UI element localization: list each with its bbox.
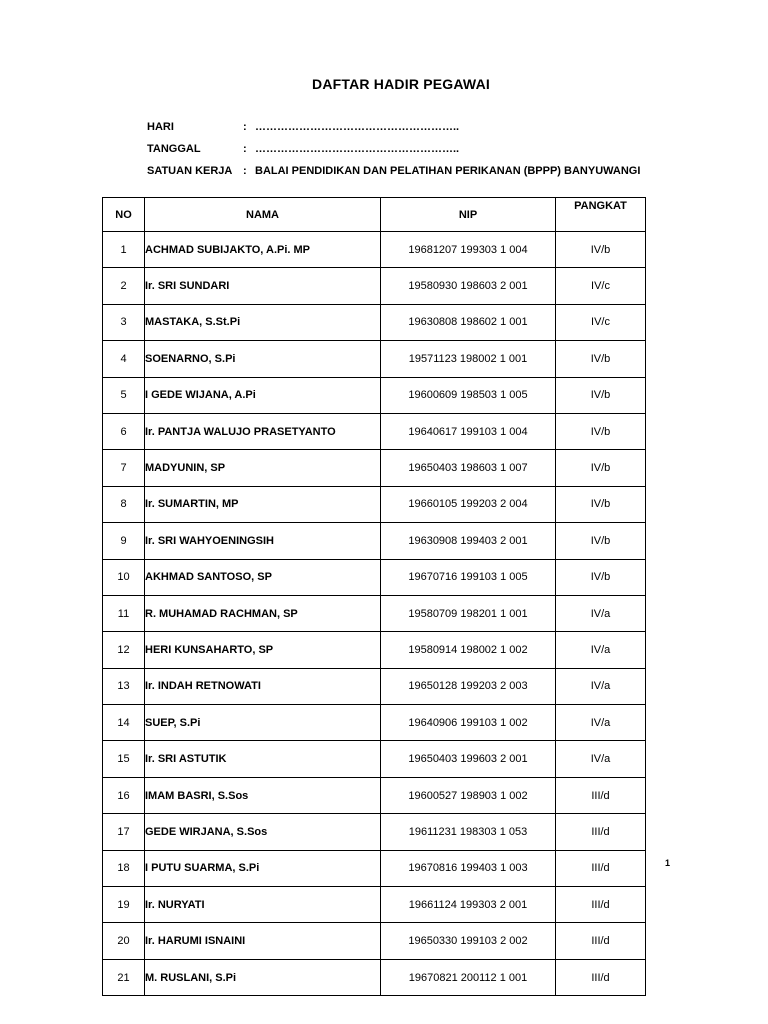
table-row: [103, 268, 646, 304]
row-nip: 19681207 199303 1 004: [381, 232, 556, 268]
row-pangkat: IV/b: [556, 486, 646, 522]
row-nama: Ir. SRI SUNDARI: [145, 268, 381, 304]
row-nama: MADYUNIN, SP: [145, 450, 381, 486]
row-no: 2: [103, 268, 145, 304]
info-row-satuan-kerja: [147, 165, 640, 177]
row-nama: IMAM BASRI, S.Sos: [145, 777, 381, 813]
row-no: 14: [103, 705, 145, 741]
table-row: [103, 341, 646, 377]
row-nip: 19580914 198002 1 002: [381, 632, 556, 668]
row-pangkat: IV/b: [556, 559, 646, 595]
table-row: [103, 814, 646, 850]
row-nama: Ir. INDAH RETNOWATI: [145, 668, 381, 704]
row-no: 20: [103, 923, 145, 959]
row-nip: 19630808 198602 1 001: [381, 304, 556, 340]
row-no: 4: [103, 341, 145, 377]
row-nip: 19571123 198002 1 001: [381, 341, 556, 377]
row-nip: 19630908 199403 2 001: [381, 523, 556, 559]
row-nama: Ir. SRI ASTUTIK: [145, 741, 381, 777]
table-row: [103, 668, 646, 704]
table-row: [103, 304, 646, 340]
row-pangkat: IV/c: [556, 268, 646, 304]
header-nip: NIP: [381, 198, 556, 232]
info-row-tanggal: [147, 143, 459, 155]
row-nip: 19650403 198603 1 007: [381, 450, 556, 486]
table-header-row: [103, 198, 646, 232]
row-nip: 19600609 198503 1 005: [381, 377, 556, 413]
row-nip: 19640617 199103 1 004: [381, 413, 556, 449]
row-nama: I PUTU SUARMA, S.Pi: [145, 850, 381, 886]
row-nama: Ir. SUMARTIN, MP: [145, 486, 381, 522]
info-colon: :: [243, 143, 247, 155]
row-nama: SOENARNO, S.Pi: [145, 341, 381, 377]
row-no: 13: [103, 668, 145, 704]
row-nama: M. RUSLANI, S.Pi: [145, 959, 381, 995]
row-nip: 19580930 198603 2 001: [381, 268, 556, 304]
row-nip: 19650330 199103 2 002: [381, 923, 556, 959]
row-no: 5: [103, 377, 145, 413]
info-value: BALAI PENDIDIKAN DAN PELATIHAN PERIKANAN (BPPP) BANYUWANGI: [255, 165, 641, 177]
row-nama: Ir. SRI WAHYOENINGSIH: [145, 523, 381, 559]
row-no: 16: [103, 777, 145, 813]
row-no: 15: [103, 741, 145, 777]
header-pangkat: PANGKAT: [556, 198, 646, 232]
table-row: [103, 377, 646, 413]
row-nama: R. MUHAMAD RACHMAN, SP: [145, 595, 381, 631]
table-row: [103, 486, 646, 522]
row-pangkat: IV/b: [556, 341, 646, 377]
row-no: 21: [103, 959, 145, 995]
row-pangkat: III/d: [556, 923, 646, 959]
info-colon: :: [243, 121, 247, 133]
row-pangkat: III/d: [556, 959, 646, 995]
row-nip: 19640906 199103 1 002: [381, 705, 556, 741]
row-no: 17: [103, 814, 145, 850]
table-row: [103, 887, 646, 923]
row-pangkat: III/d: [556, 850, 646, 886]
info-label: HARI: [147, 121, 174, 133]
row-pangkat: IV/a: [556, 595, 646, 631]
row-pangkat: IV/b: [556, 232, 646, 268]
row-no: 9: [103, 523, 145, 559]
row-nip: 19611231 198303 1 053: [381, 814, 556, 850]
row-nip: 19670816 199403 1 003: [381, 850, 556, 886]
table-row: [103, 741, 646, 777]
info-colon: :: [243, 165, 247, 177]
row-nama: I GEDE WIJANA, A.Pi: [145, 377, 381, 413]
row-pangkat: IV/c: [556, 304, 646, 340]
table-row: [103, 523, 646, 559]
row-no: 18: [103, 850, 145, 886]
table-row: [103, 559, 646, 595]
row-nip: 19670821 200112 1 001: [381, 959, 556, 995]
row-nama: AKHMAD SANTOSO, SP: [145, 559, 381, 595]
row-nama: Ir. PANTJA WALUJO PRASETYANTO: [145, 413, 381, 449]
document-title: DAFTAR HADIR PEGAWAI: [312, 76, 490, 92]
row-nip: 19660105 199203 2 004: [381, 486, 556, 522]
row-pangkat: IV/a: [556, 741, 646, 777]
row-pangkat: IV/a: [556, 668, 646, 704]
table-row: [103, 413, 646, 449]
table-row: [103, 959, 646, 995]
row-no: 10: [103, 559, 145, 595]
row-nama: HERI KUNSAHARTO, SP: [145, 632, 381, 668]
info-value: ………………………………………………..: [255, 121, 460, 133]
info-value: ………………………………………………..: [255, 143, 460, 155]
attendance-table: [102, 197, 646, 996]
info-row-hari: [147, 121, 459, 133]
row-no: 7: [103, 450, 145, 486]
page-number: 1: [665, 858, 671, 868]
row-nip: 19650403 199603 2 001: [381, 741, 556, 777]
row-nip: 19580709 198201 1 001: [381, 595, 556, 631]
table-row: [103, 777, 646, 813]
row-no: 8: [103, 486, 145, 522]
row-no: 19: [103, 887, 145, 923]
row-nip: 19650128 199203 2 003: [381, 668, 556, 704]
table-row: [103, 850, 646, 886]
row-pangkat: IV/b: [556, 377, 646, 413]
row-nama: Ir. HARUMI ISNAINI: [145, 923, 381, 959]
row-pangkat: IV/b: [556, 523, 646, 559]
row-nama: ACHMAD SUBIJAKTO, A.Pi. MP: [145, 232, 381, 268]
row-no: 3: [103, 304, 145, 340]
header-nama: NAMA: [145, 198, 381, 232]
row-nama: SUEP, S.Pi: [145, 705, 381, 741]
info-label: TANGGAL: [147, 143, 201, 155]
row-no: 6: [103, 413, 145, 449]
row-pangkat: IV/b: [556, 413, 646, 449]
row-pangkat: III/d: [556, 777, 646, 813]
row-nama: Ir. NURYATI: [145, 887, 381, 923]
row-pangkat: IV/a: [556, 632, 646, 668]
row-pangkat: IV/a: [556, 705, 646, 741]
table-row: [103, 705, 646, 741]
header-no: NO: [103, 198, 145, 232]
table-row: [103, 595, 646, 631]
info-label: SATUAN KERJA: [147, 165, 233, 177]
row-pangkat: III/d: [556, 887, 646, 923]
row-nip: 19600527 198903 1 002: [381, 777, 556, 813]
row-no: 11: [103, 595, 145, 631]
row-pangkat: III/d: [556, 814, 646, 850]
row-pangkat: IV/b: [556, 450, 646, 486]
table-row: [103, 923, 646, 959]
table-row: [103, 632, 646, 668]
row-nip: 19661124 199303 2 001: [381, 887, 556, 923]
row-nama: MASTAKA, S.St.Pi: [145, 304, 381, 340]
row-no: 12: [103, 632, 145, 668]
row-no: 1: [103, 232, 145, 268]
row-nip: 19670716 199103 1 005: [381, 559, 556, 595]
row-nama: GEDE WIRJANA, S.Sos: [145, 814, 381, 850]
table-row: [103, 450, 646, 486]
table-row: [103, 232, 646, 268]
